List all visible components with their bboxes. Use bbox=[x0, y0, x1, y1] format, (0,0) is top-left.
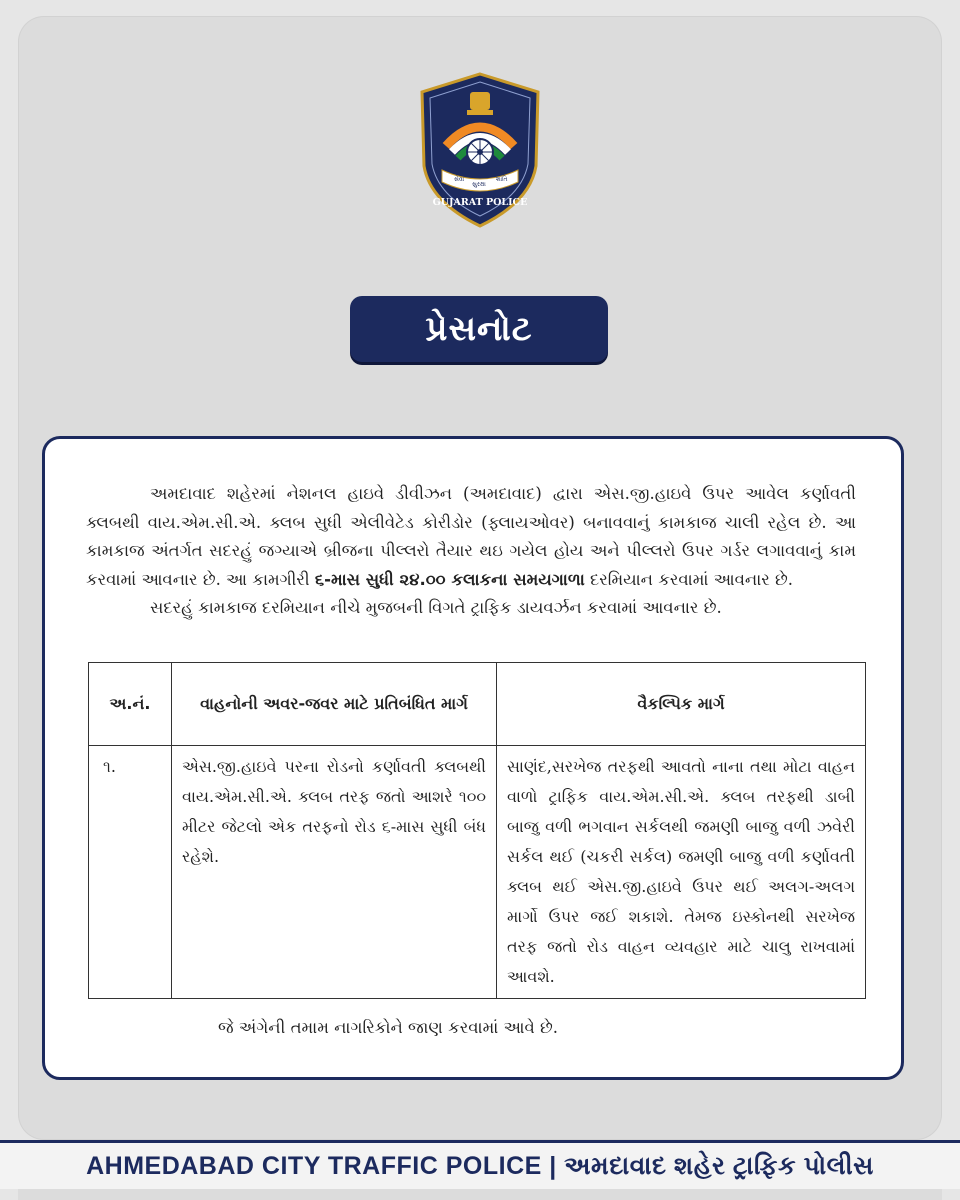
row-serial-no: ૧. bbox=[89, 746, 172, 999]
table-row bbox=[89, 746, 866, 999]
row-restricted-route: એસ.જી.હાઇવે પરના રોડનો કર્ણાવતી ક્લબથી વાય.એમ.સી.એ. ક્લબ તરફ જતો આશરે ૧૦૦ મીટર જેટલો એક તરફનો રોડ ૬-માસ સુધી બંધ રહેશે. bbox=[172, 746, 497, 999]
header-alternate-route: વૈકલ્પિક માર્ગ bbox=[497, 663, 866, 746]
lion-capital-icon bbox=[467, 92, 493, 115]
diversion-table bbox=[88, 662, 866, 999]
table-header-row bbox=[89, 663, 866, 746]
footer-text: AHMEDABAD CITY TRAFFIC POLICE | અમદાવાદ શહેર ટ્રાફિક પોલીસ bbox=[86, 1151, 874, 1180]
svg-text:શાંતિ: શાંતિ bbox=[496, 176, 508, 183]
closing-statement: જે અંગેની તમામ નાગરિકોને જાણ કરવામાં આવે છે. bbox=[218, 1018, 559, 1037]
bottom-strip bbox=[18, 1189, 942, 1200]
header-serial-no: અ.નં. bbox=[89, 663, 172, 746]
press-note-badge bbox=[350, 296, 608, 362]
header-restricted-route: વાહનોની અવર-જવર માટે પ્રતિબંધિત માર્ગ bbox=[172, 663, 497, 746]
footer-banner bbox=[0, 1143, 960, 1189]
row-alternate-route: સાણંદ,સરખેજ તરફથી આવતો નાના તથા મોટા વાહન વાળો ટ્રાફિક વાય.એમ.સી.એ. ક્લબ તરફથી ડાબી બાજુ વળી ભગવાન સર્કલથી જમણી બાજુ વળી ઝવેરી સર્કલ થઈ (ચકરી સર્કલ) જમણી બાજુ વળી કર્ણાવતી ક્લબ થઈ એસ.જી.હાઇવે ઉપર થઈ અલગ-અલગ માર્ગો ઉપર જઈ શકાશે. તેમજ ઇસ્કોનથી સરખેજ તરફ જતો રોડ વાહન વ્યવહાર માટે ચાલુ રાખવામાં આવશે. bbox=[497, 746, 866, 999]
press-note-label: પ્રેસનોટ bbox=[425, 309, 533, 349]
svg-text:સુરક્ષા: સુરક્ષા bbox=[472, 181, 486, 188]
notice-duration-highlight: ૬-માસ સુધી ૨૪.૦૦ કલાકના સમયગાળા bbox=[314, 569, 585, 589]
svg-text:સેવા: સેવા bbox=[454, 176, 465, 183]
notice-body bbox=[86, 480, 856, 623]
svg-text:GUJARAT POLICE: GUJARAT POLICE bbox=[432, 197, 528, 208]
notice-paragraph-2: સદરહું કામકાજ દરમિયાન નીચે મુજબની વિગતે ટ્રાફિક ડાયવર્ઝન કરવામાં આવનાર છે. bbox=[150, 598, 722, 617]
notice-paragraph-1: અમદાવાદ શહેરમાં નેશનલ હાઇવે ડીવીઝન (અમદાવાદ) દ્વારા એસ.જી.હાઇવે ઉપર આવેલ કર્ણાવતી ક્લબથી વાય.એમ.સી.એ. ક્લબ સુધી એલીવેટેડ કોરીડોર (ફ્લાયઓવર) બનાવવાનું કામકાજ ચાલી રહેલ છે. આ કામકાજ અંતર્ગત સદરહું જગ્યાએ બ્રીજના પીલ્લરો તૈયાર થઇ ગયેલ હોય અને પીલ્લરો ઉપર ગર્ડર લગાવવાનું કામ કરવામાં આવનાર છે. આ કામગીરી ૬-માસ સુધી ૨૪.૦૦ કલાકના સમયગાળા દરમિયાન કરવામાં આવનાર છે. bbox=[86, 484, 856, 589]
gujarat-police-logo bbox=[414, 70, 546, 230]
